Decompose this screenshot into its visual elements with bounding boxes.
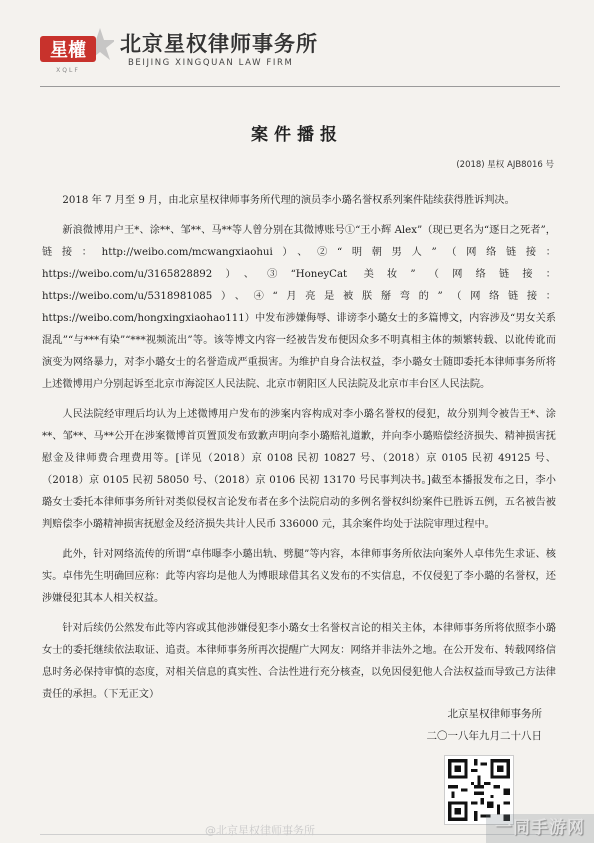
- firm-logo-icon: [40, 26, 114, 74]
- signature-block: [427, 703, 543, 747]
- logo-mark-sub: XQLF: [56, 67, 80, 74]
- signature-date: 二〇一八年九月二十八日: [426, 730, 542, 742]
- signature-firm: 北京星权律师事务所: [447, 708, 542, 720]
- logo-mark-text: 星權: [50, 40, 86, 61]
- paragraph-3: 人民法院经审理后均认为上述微博用户发布的涉案内容构成对李小璐名誉权的侵犯，故分别判令被告王*、涂**、邹**、马**公开在涉案微博首页置顶发布致歉声明向李小璐赔礼道歉，并向李小璐赔偿经济损失、精神损害抚慰金及律师费合理费用等。[详见（2018）京 0108 民初 10827 号、（2018）京 0105 民初 49125 号、（2018）京 0105 民初 58050 号、（2018）京 0106 民初 13170 号民事判决书。]截至本播报发布之日，李小璐女士委托本律师事务所针对类似侵权言论发布者在多个法院启动的多例名誉权纠纷案件已胜诉五例，五名被告被判赔偿李小璐精神损害抚慰金及经济损失共计人民币 336000 元，其余案件均处于法院审理过程中。: [42, 409, 556, 530]
- document-title: 案件播报: [251, 125, 343, 145]
- paragraph-2: 新浪微博用户王*、涂**、邹**、马**等人曾分别在其微博账号①“王小辉 Alex”（现已更名为“逐日之死者”，链接：http://weibo.com/mcwangxiaohui）、②“明朝男人”（网络链接：https://weibo.com/u/3165828892）、③“HoneyCat 美妆”（网络链接：https://weibo.com/u/5318981085）、④“月亮是被朕掰弯的”（网络链接：https://weibo.com/hongxingxiaohao111）中发布涉嫌侮辱、诽谤李小璐女士的多篇博文，内容涉及“男女关系混乱”“与***有染”“***视频流出”等。该等博文内容一经被告发布便因众多不明真相主体的频繁转载、以讹传讹而演变为网络暴力，对李小璐女士的名誉造成严重损害。为维护自身合法权益，李小璐女士随即委托本律师事务所将上述微博用户分别起诉至北京市海淀区人民法院、北京市朝阳区人民法院及北京市丰台区人民法院。: [42, 225, 556, 390]
- site-logo-badge: 一同手游网: [486, 814, 594, 843]
- firm-name-en: BEIJING XINGQUAN LAW FIRM: [128, 58, 294, 68]
- paragraph-4: 此外，针对网络流传的所谓“卓伟曝李小璐出轨、劈腿”等内容，本律师事务所依法向案外人卓伟先生求证、核实。卓伟先生明确回应称：此等内容均是他人为博眼球借其名义发布的不实信息，不仅侵犯了李小璐的名誉权，还涉嫌侵犯其本人相关权益。: [42, 549, 556, 604]
- paragraph-5: 针对后续仍公然发布此等内容或其他涉嫌侵犯李小璐女士名誉权言论的相关主体，本律师事务所将依照李小璐女士的委托继续依法取证、追责。本律师事务所再次提醒广大网友：网络并非法外之地。在公开发布、转载网络信息时务必保持审慎的态度，对相关信息的真实性、合法性进行充分核查，以免因侵犯他人合法权益而导致己方法律责任的承担。（下无正文）: [42, 623, 556, 700]
- paragraph-1: 2018 年 7 月至 9 月，由北京星权律师事务所代理的演员李小璐名誉权系列案件陆续获得胜诉判决。: [62, 195, 515, 206]
- weibo-watermark: @北京星权律师事务所: [205, 824, 315, 837]
- header-divider: [40, 86, 560, 87]
- document-number: (2018) 星权 AJB8016 号: [456, 160, 554, 170]
- letterhead: [40, 18, 560, 78]
- firm-name-cn: 北京星权律师事务所: [120, 31, 318, 56]
- document-body: [42, 190, 556, 714]
